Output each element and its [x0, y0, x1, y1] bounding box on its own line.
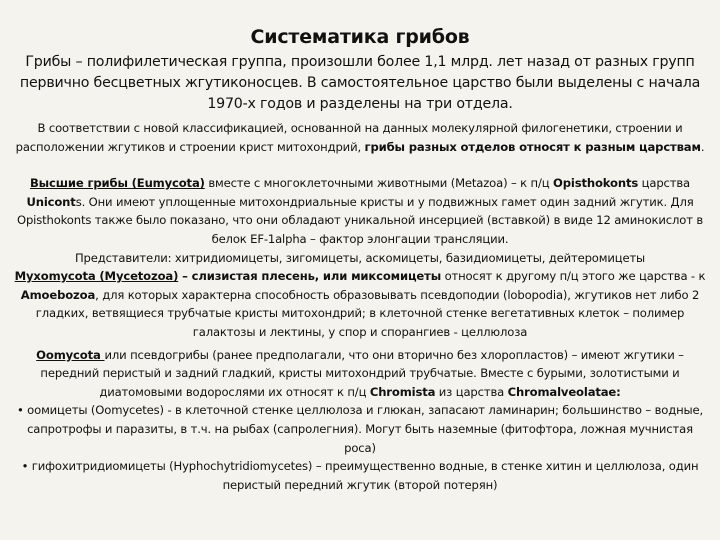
- intro-text: В соответствии с новой классификацией, основанной на данных молекулярной филогенетики, строении и расположении жгутиков и строении крист митохондрий,: [15, 121, 683, 154]
- myxomycota-b1: – слизистая плесень, или миксомицеты: [178, 269, 442, 284]
- eumycota-t1: вместе с многоклеточными животными (Metazoa) – к п/ц: [204, 176, 554, 191]
- oomycota-paragraph: [14, 346, 706, 402]
- oomycota-b1: Chromista: [369, 384, 436, 399]
- intro-end: .: [700, 139, 705, 154]
- eumycota-b1: Opisthokonts: [553, 176, 639, 191]
- myxomycota-paragraph: [14, 267, 706, 341]
- oomycota-item-hyphochytridiomycetes: • гифохитридиомицеты (Hyphochytridiomycetes) – преимущественно водные, в стенке хитин и целлюлоза, один перистый передний жгутик (второй потерян): [21, 459, 699, 492]
- eumycota-heading: Высшие грибы (Eumycota): [29, 176, 205, 191]
- slide-body: [14, 119, 706, 494]
- oomycota-heading: Oomycota: [36, 347, 105, 362]
- myxomycota-t1: относят к другому п/ц этого же царства - к: [441, 269, 706, 284]
- eumycota-b2: Unicont: [26, 194, 76, 209]
- oomycota-t1: или псевдогрибы (ранее предполагали, что они вторично без хлоропластов) – имеют жгутики – передний перистый и задний гладкий, кристы митохондрий трубчатые. Вместе с бурыми, золотистыми и диатомовыми водорослями их относят к п/ц: [40, 347, 684, 399]
- eumycota-paragraph: [14, 174, 706, 248]
- intro-bold: грибы разных отделов относят к разным царствам: [364, 139, 701, 154]
- eumycota-representatives: Представители: хитридиомицеты, зигомицеты, аскомицеты, базидиомицеты, дейтеромицеты: [74, 250, 646, 265]
- oomycota-item-oomycetes: • оомицеты (Oomycetes) - в клеточной стенке целлюлоза и глюкан, запасают ламинарин; большинство – водные, сапротрофы и паразиты, в т.ч. на рыбах (сапролегния). Могут быть наземные (фитофтора, ложная мучнистая роса): [16, 403, 704, 455]
- eumycota-t2: царства: [638, 176, 690, 191]
- oomycota-b2: Chromalveolatae:: [507, 384, 621, 399]
- slide-title: Систематика грибов: [250, 26, 470, 48]
- myxomycota-t2: , для которых характерна способность образовывать псевдоподии (lobopodia), жгутиков нет либо 2 гладких, ветвящиеся трубчатые кристы митохондрий; в клеточной стенке вегетативных клеток – полимер галактозы и лектины, у спор и спорангиев - целлюлоза: [35, 287, 700, 339]
- slide-subtitle: Грибы – полифилетическая группа, произошли более 1,1 млрд. лет назад от разных групп первично бесцветных жгутиконосцев. В самостоятельное царство были выделены с начала 1970-х годов и разделены на три отдела.: [19, 54, 701, 112]
- intro-paragraph: [14, 119, 706, 156]
- myxomycota-b2: Amoebozoa: [20, 287, 96, 302]
- eumycota-t3: s. Они имеют уплощенные митохондриальные кристы и у подвижных гамет один задний жгутик. Для Opisthokonts также было показано, что они обладают уникальной инсерцией (вставкой) в виде 12 аминокислот в белок EF-1alpha – фактор элонгации трансляции.: [16, 194, 704, 246]
- myxomycota-heading: Myxomycota (Mycetozoa): [14, 269, 179, 284]
- oomycota-t2: из царства: [435, 384, 508, 399]
